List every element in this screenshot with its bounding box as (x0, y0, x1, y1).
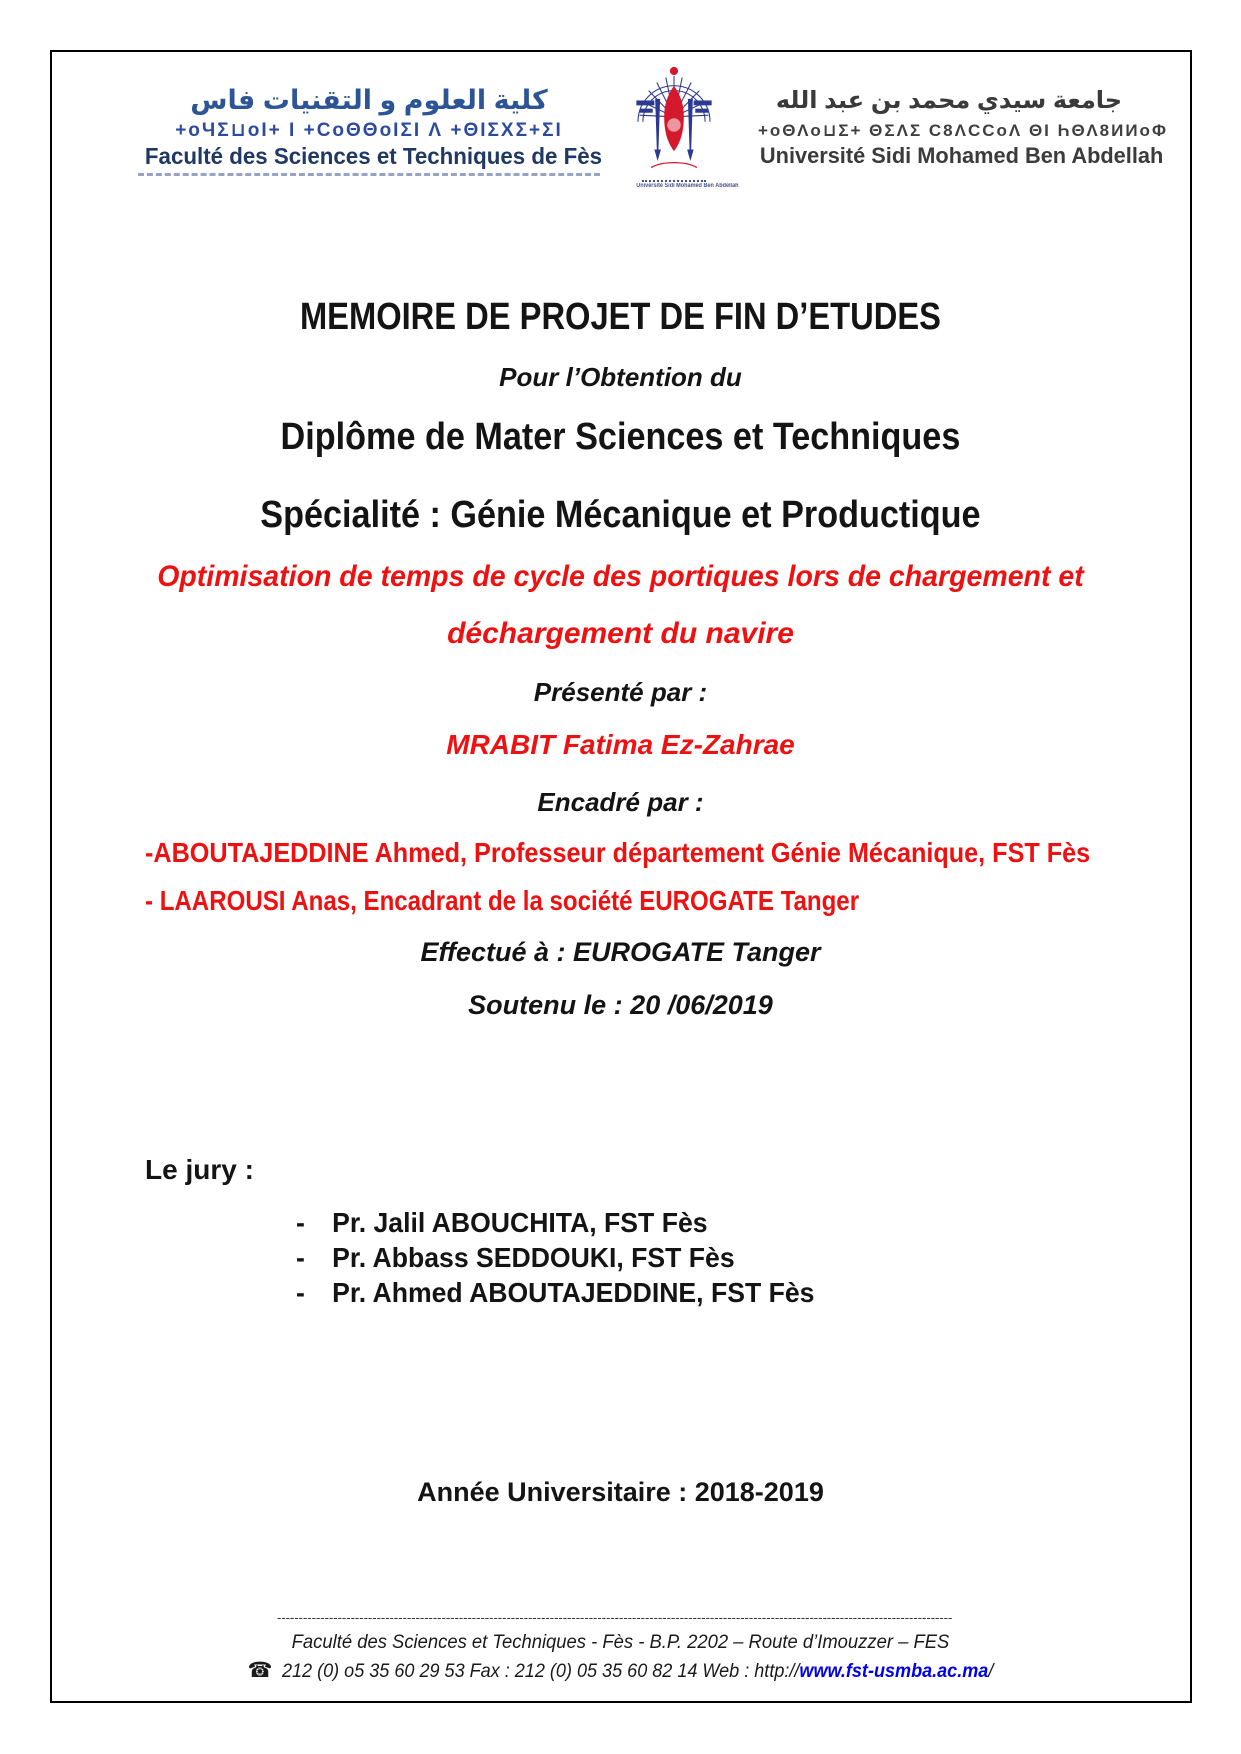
website-link[interactable]: www.fst-usmba.ac.ma (799, 1661, 989, 1682)
specialty-line: Spécialité : Génie Mécanique et Productique (260, 494, 981, 536)
faculty-name-french: Faculté des Sciences et Techniques de Fès (144, 143, 603, 169)
diploma-line: Diplôme de Mater Sciences et Techniques (280, 416, 961, 458)
jury-bullet: - (296, 1242, 305, 1273)
faculty-block (138, 84, 603, 176)
jury-member-1: Pr. Jalil ABOUCHITA, FST Fès (332, 1207, 708, 1238)
author-name: MRABIT Fatima Ez-Zahrae (446, 729, 795, 760)
document-title: MEMOIRE DE PROJET DE FIN D’ETUDES (299, 296, 941, 338)
university-name-french: Université Sidi Mohamed Ben Abdellah (759, 143, 1164, 168)
university-block (758, 86, 1168, 168)
defense-date: Soutenu le : 20 /06/2019 (468, 990, 773, 1020)
thesis-title-line1: Optimisation de temps de cycle des portiques lors de chargement et (157, 560, 1084, 593)
footer-contact-text: 212 (0) o5 35 60 29 53 Fax : 212 (0) 05 35 60 82 14 Web : http:// (281, 1661, 800, 1682)
thesis-title-line2: déchargement du navire (447, 617, 794, 650)
university-name-arabic: جامعة سيدي محمد بن عبد الله (775, 87, 1123, 114)
university-name-tifinagh: +oΘΛo⊔Σ+ ΘΣΛΣ C8ΛCCoΛ ΘI ҺΘΛ8ИИoΦ (758, 121, 1168, 140)
university-emblem-icon (633, 53, 715, 179)
jury-member-2: Pr. Abbass SEDDOUKI, FST Fès (332, 1242, 735, 1273)
academic-year: Année Universitaire : 2018-2019 (417, 1477, 824, 1507)
internship-location: Effectué à : EUROGATE Tanger (420, 937, 821, 967)
supervisor-2: - LAAROUSI Anas, Encadrant de la société EUROGATE Tanger (145, 885, 860, 916)
footer-contact (31, 1659, 1210, 1684)
subtitle: Pour l’Obtention du (499, 362, 742, 392)
jury-bullet: - (296, 1277, 305, 1308)
jury-member-row (296, 1241, 735, 1275)
jury-bullet: - (296, 1207, 305, 1238)
university-logo (633, 53, 739, 195)
footer-separator: ------------------------------------------------------------------------------------------------------------------------------------------------------------ (277, 1610, 953, 1625)
faculty-dashed-rule (138, 173, 600, 176)
supervised-by-label: Encadré par : (537, 787, 704, 817)
jury-member-row (296, 1276, 814, 1310)
supervisor-1: -ABOUTAJEDDINE Ahmed, Professeur département Génie Mécanique, FST Fès (145, 837, 1091, 868)
presented-by-label: Présenté par : (533, 677, 708, 707)
footer-address: Faculté des Sciences et Techniques - Fès - B.P. 2202 – Route d’Imouzzer – FES (291, 1632, 950, 1653)
phone-icon: ☎ (247, 1659, 273, 1682)
jury-member-row (296, 1206, 708, 1240)
jury-member-3: Pr. Ahmed ABOUTAJEDDINE, FST Fès (332, 1277, 815, 1308)
faculty-name-arabic: كلية العلوم و التقنيات فاس (190, 85, 548, 115)
logo-caption-rule (642, 180, 706, 182)
footer-contact-suffix: / (988, 1661, 994, 1682)
jury-label: Le jury : (145, 1154, 254, 1185)
faculty-name-tifinagh: +oЧΣ⊔oI+ I +CoΘΘoIΣI Λ +ΘIΣXΣ+ΣI (175, 120, 563, 141)
logo-caption: Université Sidi Mohamed Ben Abdellah (636, 183, 739, 189)
